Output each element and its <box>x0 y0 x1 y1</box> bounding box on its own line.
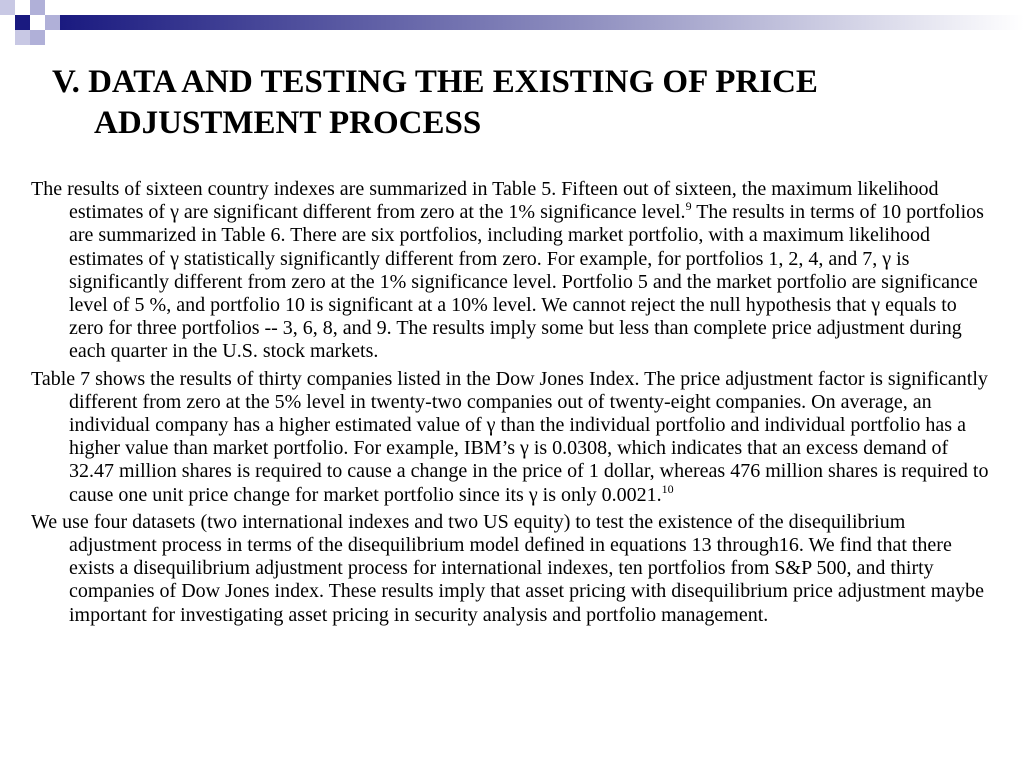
paragraph <box>31 178 991 364</box>
decor-square <box>0 0 15 15</box>
footnote-ref: 10 <box>661 481 674 496</box>
decor-square <box>30 30 45 45</box>
slide-body <box>31 178 991 631</box>
decor-square <box>30 0 45 15</box>
paragraph <box>31 511 991 627</box>
paragraph-text: We use four datasets (two international indexes and two US equity) to test the existence of the disequilibrium adjustment process in terms of the disequilibrium model defined in equations 13 through16. We find that there exists a disequilibrium adjustment process for international indexes, ten portfolios from S&P 500, and thirty companies of Dow Jones index. These results imply that asset pricing with disequilibrium price adjustment maybe important for investigating asset pricing in security analysis and portfolio management. <box>31 510 985 626</box>
gradient-bar <box>60 15 1024 30</box>
decor-square <box>45 15 60 30</box>
footnote-ref: 9 <box>685 199 692 214</box>
paragraph <box>31 368 991 507</box>
title-decoration <box>0 0 1024 70</box>
paragraph-text: The results of sixteen country indexes are summarized in Table 5. Fifteen out of sixteen, the maximum likelihood estimates of γ are significant different from zero at the 1% significance level. <box>31 178 939 224</box>
decor-square <box>15 30 30 45</box>
decor-square <box>15 15 30 30</box>
paragraph-text: Table 7 shows the results of thirty companies listed in the Dow Jones Index. The price adjustment factor is significantly different from zero at the 5% level in twenty-two companies out of twenty-eight companies. On average, an individual company has a higher estimated value of γ than the individual portfolio and individual portfolio has a higher value than market portfolio. For example, IBM’s γ is 0.0308, which indicates that an excess demand of 32.47 million shares is required to cause a change in the price of 1 dollar, whereas 476 million shares is required to cause one unit price change for market portfolio since its γ is only 0.0021. <box>31 367 989 506</box>
paragraph-text: The results in terms of 10 portfolios are summarized in Table 6. There are six portfolios, including market portfolio, with a maximum likelihood estimates of γ statistically significantly different from zero. For example, for portfolios 1, 2, 4, and 7, γ is significantly different from zero at the 1% significance level. Portfolio 5 and the market portfolio are significance level of 5 %, and portfolio 10 is significant at a 10% level. We cannot reject the null hypothesis that γ equals to zero for three portfolios -- 3, 6, 8, and 9. The results imply some but less than complete price adjustment during each quarter in the U.S. stock markets. <box>69 201 984 363</box>
slide-title: V. DATA AND TESTING THE EXISTING OF PRICE ADJUSTMENT PROCESS <box>52 64 818 141</box>
